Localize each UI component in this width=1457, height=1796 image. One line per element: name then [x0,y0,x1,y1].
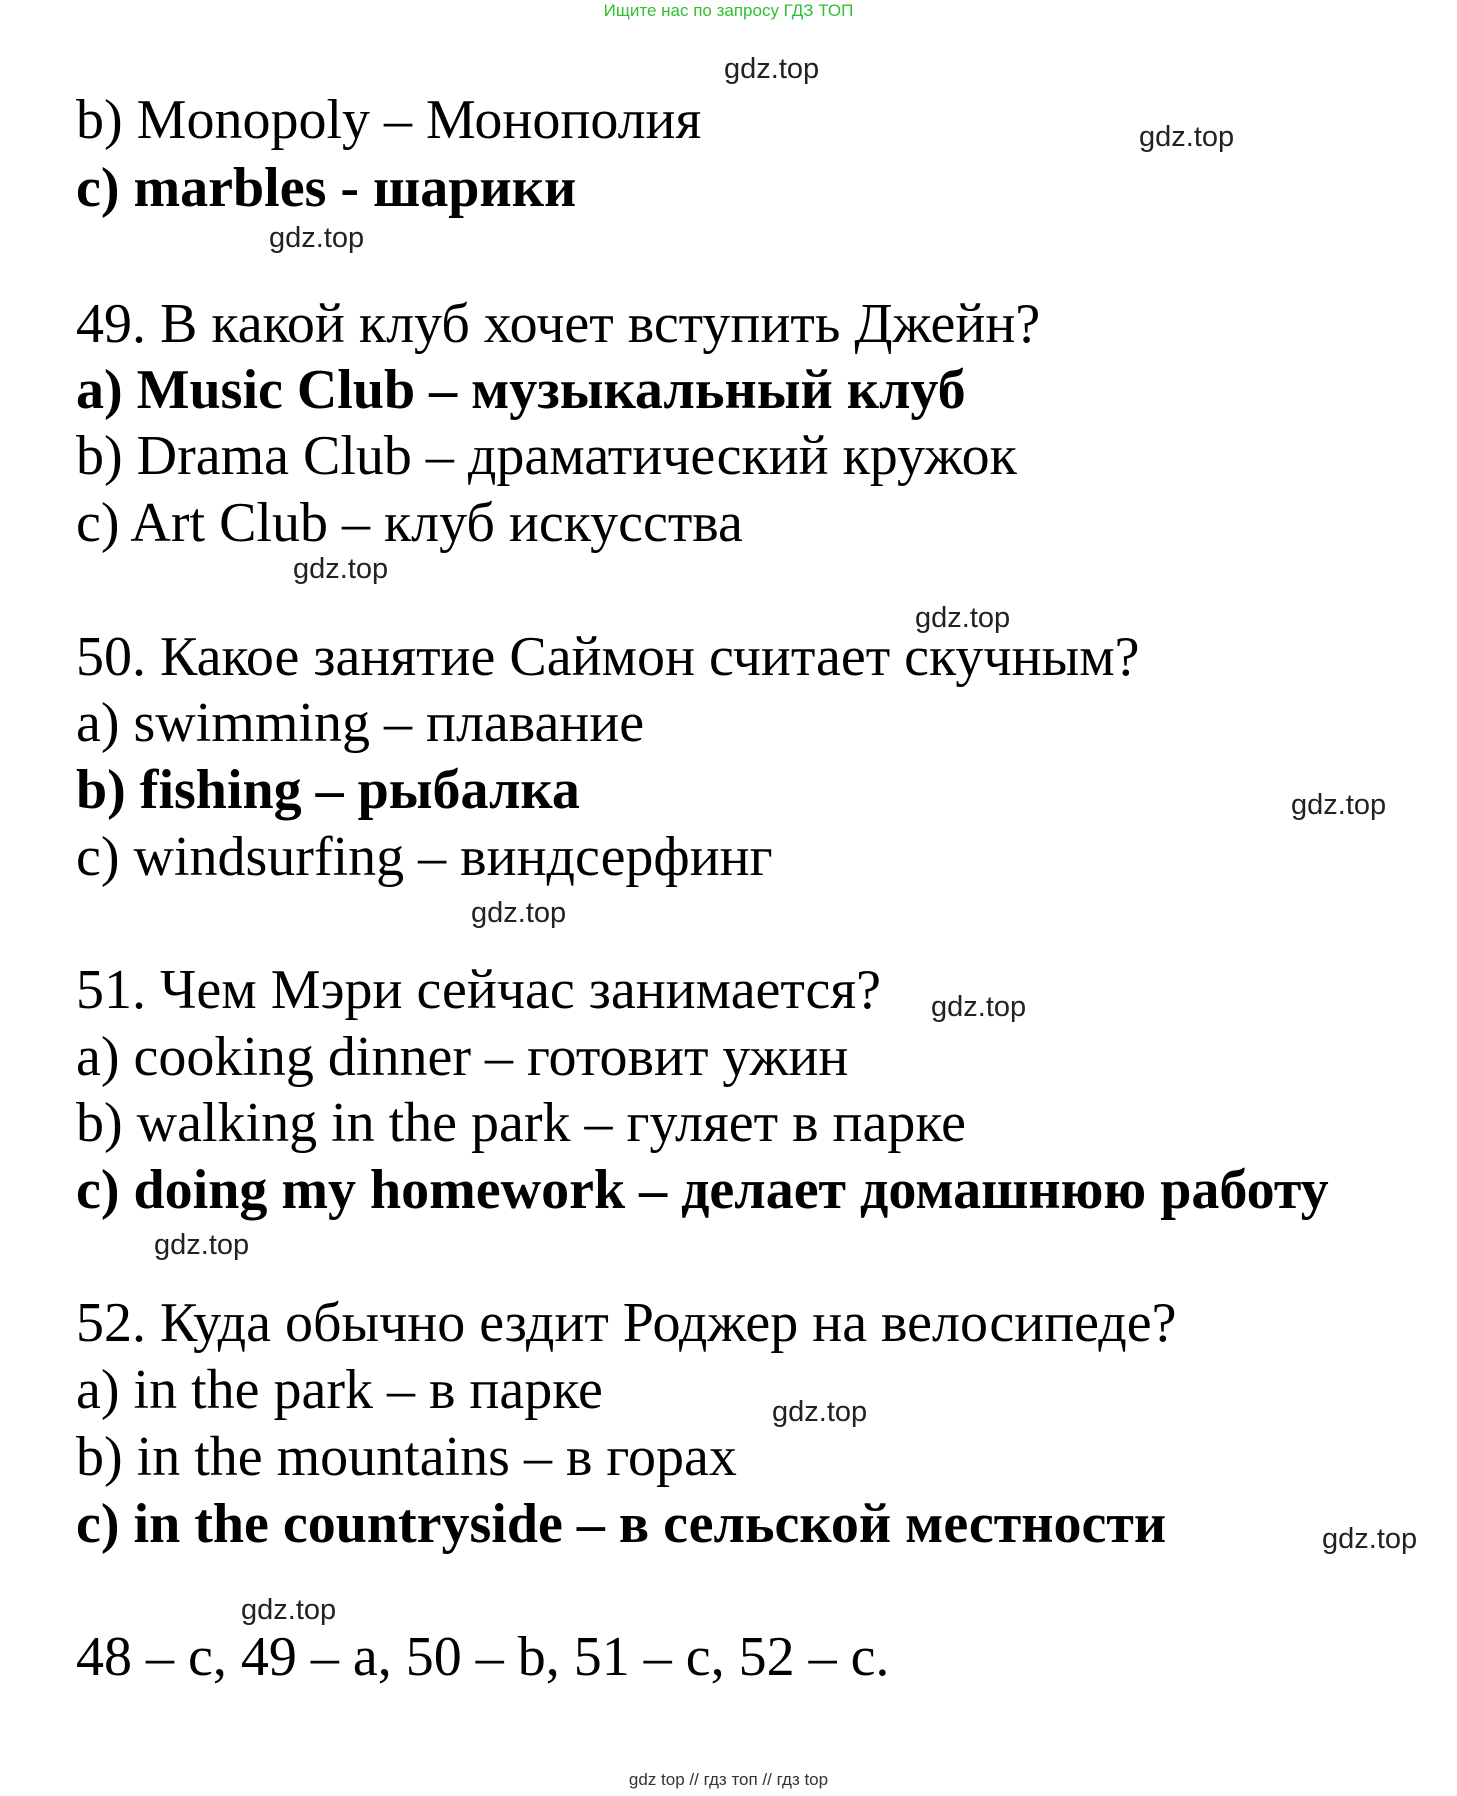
watermark: gdz.top [915,602,1011,634]
answer-option-correct: b) fishing – рыбалка [76,759,580,821]
answer-option: a) in the park – в парке [76,1359,603,1421]
question-50: 50. Какое занятие Саймон считает скучным? [76,626,1140,688]
question-49: 49. В какой клуб хочет вступить Джейн? [76,293,1041,355]
answer-option: c) Art Club – клуб искусства [76,492,743,554]
answer-option: b) in the mountains – в горах [76,1426,737,1488]
question-51: 51. Чем Мэри сейчас занимается? [76,959,882,1021]
watermark: gdz.top [1291,789,1387,821]
watermark: gdz.top [269,222,365,254]
answer-key: 48 – c, 49 – a, 50 – b, 51 – c, 52 – c. [76,1626,890,1688]
answer-option: b) walking in the park – гуляет в парке [76,1092,967,1154]
footer-credits: gdz top // гдз топ // гдз top [628,1770,829,1789]
answer-option-correct: a) Music Club – музыкальный клуб [76,359,966,421]
watermark: gdz.top [1322,1523,1418,1555]
watermark: gdz.top [931,991,1027,1023]
answer-option-correct: c) in the countryside – в сельской местности [76,1493,1167,1555]
top-banner: Ищите нас по запросу ГДЗ ТОП [603,1,854,20]
watermark: gdz.top [724,53,820,85]
watermark: gdz.top [154,1229,250,1261]
watermark: gdz.top [471,897,567,929]
answer-option-correct: c) marbles - шарики [76,157,577,219]
answer-option: b) Drama Club – драматический кружок [76,425,1017,487]
watermark: gdz.top [1139,121,1235,153]
answer-option: a) swimming – плавание [76,692,645,754]
question-52: 52. Куда обычно ездит Роджер на велосипеде? [76,1292,1177,1354]
answer-option: b) Monopoly – Монополия [76,89,702,151]
answer-option: a) cooking dinner – готовит ужин [76,1026,849,1088]
watermark: gdz.top [772,1396,868,1428]
answer-option-correct: c) doing my homework – делает домашнюю работу [76,1159,1329,1221]
watermark: gdz.top [293,553,389,585]
watermark: gdz.top [241,1594,337,1626]
answer-option: c) windsurfing – виндсерфинг [76,826,773,888]
